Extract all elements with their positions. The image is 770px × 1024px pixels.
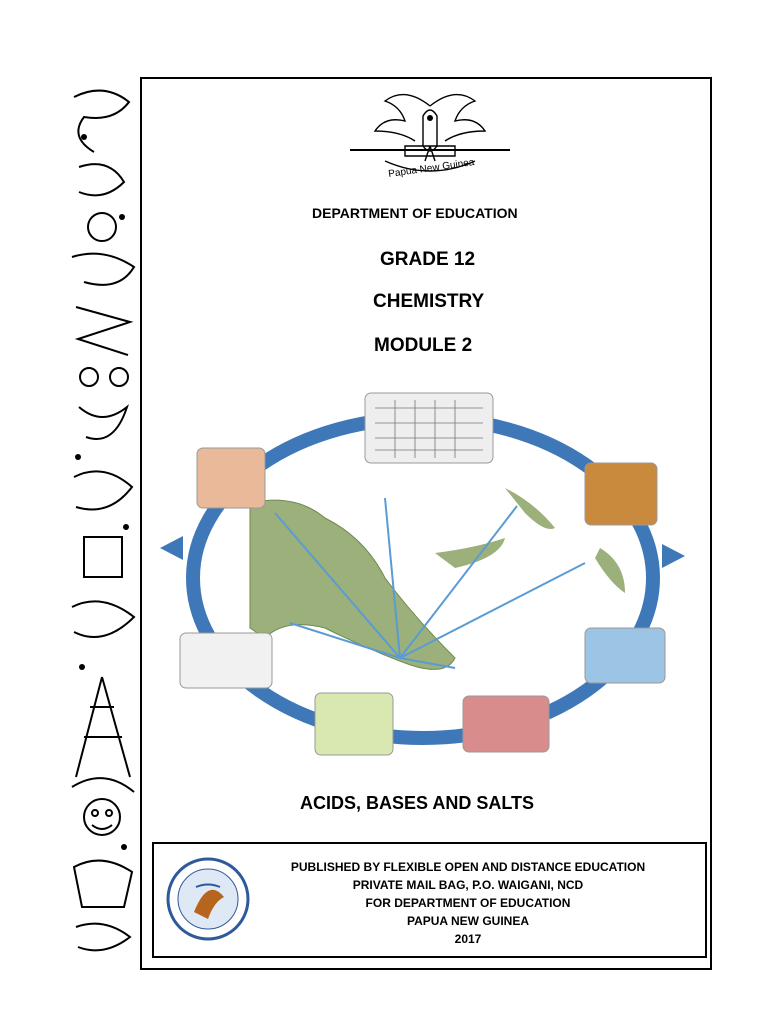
subject-title: CHEMISTRY: [373, 291, 485, 312]
emblem-caption: Papua New Guinea: [387, 157, 476, 180]
publisher-details: [268, 858, 668, 948]
publisher-line-4: PAPUA NEW GUINEA: [406, 914, 529, 928]
topic-title: ACIDS, BASES AND SALTS: [300, 793, 535, 813]
fode-logo-icon: [166, 857, 250, 941]
png-emblem-bird-icon: [345, 86, 515, 192]
publisher-line-3: FOR DEPARTMENT OF EDUCATION: [365, 896, 571, 910]
grade-title: GRADE 12: [380, 249, 476, 270]
publisher-line-1: PUBLISHED BY FLEXIBLE OPEN AND DISTANCE EDUCATION: [290, 860, 646, 874]
decorative-side-art: [64, 77, 142, 970]
cover-illustration: [155, 388, 695, 760]
publisher-line-2: PRIVATE MAIL BAG, P.O. WAIGANI, NCD: [352, 878, 584, 892]
publisher-year: 2017: [454, 932, 482, 946]
module-title: MODULE 2: [374, 335, 473, 356]
department-heading: DEPARTMENT OF EDUCATION: [312, 205, 518, 221]
